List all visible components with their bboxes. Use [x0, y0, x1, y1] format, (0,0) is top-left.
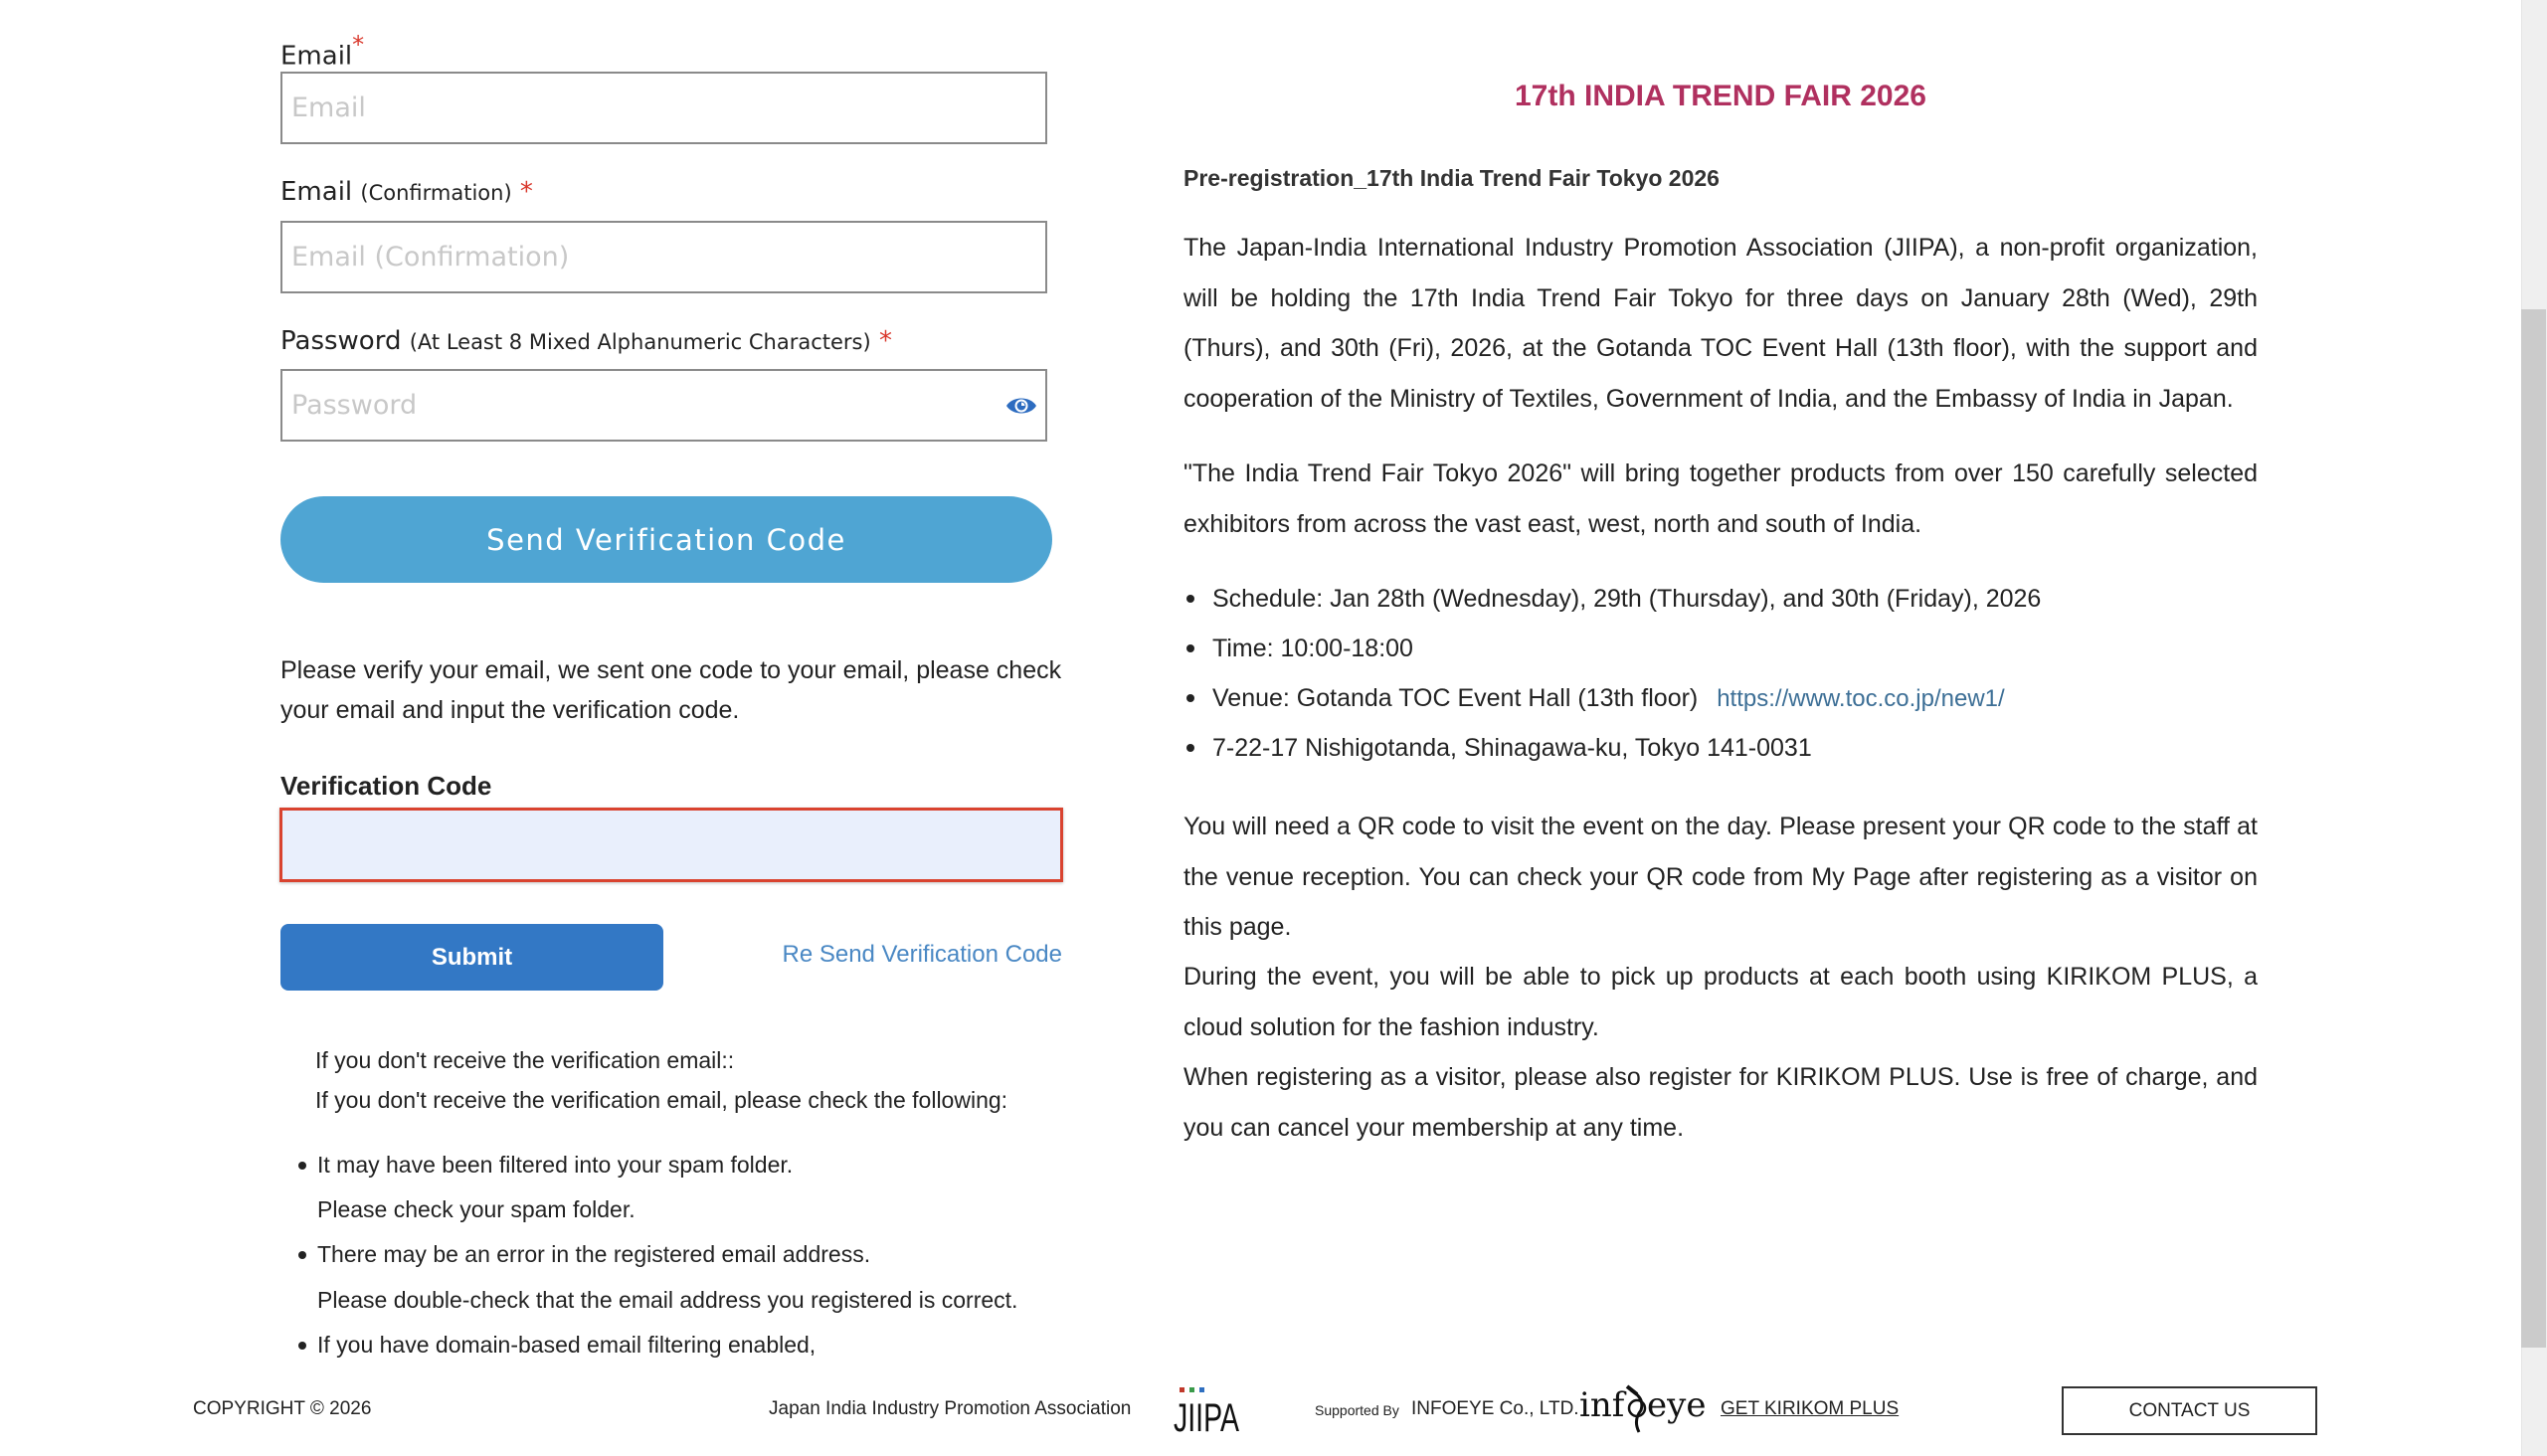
- event-time: Time: 10:00-18:00: [1212, 635, 1413, 662]
- copyright: COPYRIGHT © 2026: [193, 1398, 372, 1419]
- email-confirmation-field-wrapper: [280, 221, 1047, 293]
- sponsor-name: INFOEYE Co., LTD.: [1411, 1398, 1579, 1419]
- infoeye-logo: [1579, 1380, 1705, 1440]
- logo-dot-green: [1189, 1387, 1194, 1392]
- password-label-text: Password: [280, 326, 402, 356]
- help-item-1: It may have been filtered into your spam folder.: [317, 1152, 794, 1178]
- bullet-icon: [1186, 694, 1194, 702]
- verification-code-field-wrapper: [279, 808, 1063, 882]
- help-item-3: If you have domain-based email filtering enabled,: [317, 1332, 817, 1358]
- bullet-icon: [1186, 744, 1194, 752]
- password-input[interactable]: [282, 371, 985, 440]
- svg-text:JIIPA: JIIPA: [1174, 1396, 1240, 1440]
- scrollbar-thumb[interactable]: [2521, 309, 2546, 1348]
- supported-by-label: Supported By: [1315, 1402, 1399, 1418]
- email-confirmation-label-text: Email: [280, 177, 353, 207]
- send-verification-code-button[interactable]: Send Verification Code: [280, 496, 1052, 583]
- verify-message-line-2: your email and input the verification code.: [280, 696, 740, 724]
- event-title: 17th INDIA TREND FAIR 2026: [1515, 80, 1926, 112]
- email-confirmation-input[interactable]: [282, 223, 1045, 291]
- verify-message: [280, 650, 1061, 730]
- get-kirikom-plus-link[interactable]: GET KIRIKOM PLUS: [1721, 1398, 1900, 1419]
- event-venue: [1212, 684, 2005, 713]
- logo-dot-blue: [1199, 1387, 1204, 1392]
- logo-dot-red: [1180, 1387, 1184, 1392]
- required-asterisk: *: [352, 31, 365, 59]
- email-label: [280, 33, 364, 72]
- svg-text:eye: eye: [1647, 1385, 1707, 1425]
- help-item-2-detail: Please double-check that the email address you registered is correct.: [317, 1287, 1018, 1313]
- bullet-icon: [298, 1162, 306, 1170]
- help-heading-1: If you don't receive the verification email::: [315, 1047, 735, 1073]
- qr-note: You will need a QR code to visit the event on the day. Please present your QR code to the staff at the venue reception. You can check your QR code from My Page after registering as a visitor on this page.: [1183, 813, 2258, 941]
- required-asterisk: *: [878, 326, 892, 356]
- contact-us-button[interactable]: CONTACT US: [2062, 1386, 2317, 1435]
- help-item-2: There may be an error in the registered email address.: [317, 1241, 871, 1267]
- eye-icon[interactable]: [1005, 393, 1037, 419]
- help-item-1-detail: Please check your spam folder.: [317, 1196, 636, 1222]
- email-input[interactable]: [282, 74, 1045, 142]
- email-confirmation-sublabel: (Confirmation): [360, 181, 512, 205]
- register-note: When registering as a visitor, please also register for KIRIKOM PLUS. Use is free of charge, and you can cancel your membership at any time.: [1183, 1063, 2258, 1142]
- event-subtitle: Pre-registration_17th India Trend Fair Tokyo 2026: [1183, 165, 1720, 191]
- email-confirmation-label: [280, 177, 533, 207]
- help-heading-2: If you don't receive the verification email, please check the following:: [315, 1087, 1008, 1113]
- event-address: 7-22-17 Nishigotanda, Shinagawa-ku, Tokyo 141-0031: [1212, 734, 1812, 762]
- verify-message-line-1: Please verify your email, we sent one code to your email, please check: [280, 656, 1062, 684]
- resend-verification-code-link[interactable]: Re Send Verification Code: [782, 941, 1062, 968]
- association-name: Japan India Industry Promotion Association: [769, 1398, 1132, 1419]
- email-field-wrapper: [280, 72, 1047, 144]
- verification-code-label: Verification Code: [280, 771, 492, 801]
- required-asterisk: *: [519, 177, 533, 207]
- event-venue-text: Venue: Gotanda TOC Event Hall (13th floor): [1212, 684, 1699, 712]
- bullet-icon: [1186, 644, 1194, 652]
- password-field-wrapper: [280, 369, 1047, 442]
- bullet-icon: [1186, 595, 1194, 603]
- password-label: [280, 326, 892, 356]
- event-summary: "The India Trend Fair Tokyo 2026" will bring together products from over 150 carefully selected exhibitors from across the vast east, west, north and south of India.: [1183, 459, 2258, 538]
- event-schedule: Schedule: Jan 28th (Wednesday), 29th (Thursday), and 30th (Friday), 2026: [1212, 585, 2042, 613]
- submit-button[interactable]: Submit: [280, 924, 663, 991]
- jiipa-logo: [1174, 1385, 1243, 1440]
- email-label-text: Email: [280, 41, 353, 72]
- verification-code-input[interactable]: [282, 811, 1064, 881]
- password-sublabel: (At Least 8 Mixed Alphanumeric Characters): [409, 330, 871, 354]
- bullet-icon: [298, 1342, 306, 1350]
- svg-text:inf: inf: [1579, 1385, 1625, 1425]
- event-intro: The Japan-India International Industry Promotion Association (JIIPA), a non-profit organization, will be holding the 17th India Trend Fair Tokyo for three days on January 28th (Wed), 29th (Thurs), and 30th (Fri), 2026, at the Gotanda TOC Event Hall (13th floor), with the support and cooperation of the Ministry of Textiles, Government of India, and the Embassy of India in Japan.: [1183, 234, 2258, 413]
- venue-link[interactable]: https://www.toc.co.jp/new1/: [1717, 685, 2005, 712]
- kirikom-note: During the event, you will be able to pick up products at each booth using KIRIKOM PLUS, a cloud solution for the fashion industry.: [1183, 963, 2258, 1041]
- bullet-icon: [298, 1251, 306, 1259]
